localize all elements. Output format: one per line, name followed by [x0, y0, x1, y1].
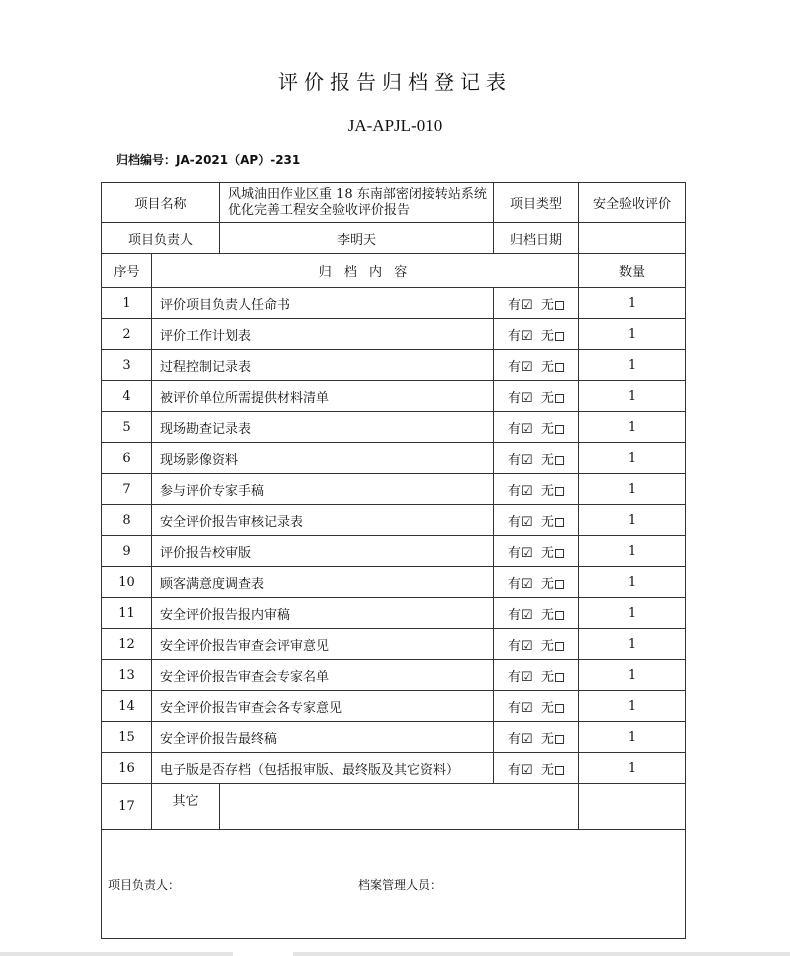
other-number: 17: [102, 784, 152, 830]
item-number: 5: [102, 412, 152, 443]
unchecked-box-icon: [555, 518, 564, 527]
checked-box-icon: ☑: [521, 359, 533, 375]
presence-cell: [494, 753, 579, 784]
archive-register-table: [101, 182, 686, 939]
item-content: 评价报告校审版: [152, 536, 494, 567]
item-number: 6: [102, 443, 152, 474]
item-content: 现场影像资料: [152, 443, 494, 474]
project-name-label: 项目名称: [102, 183, 220, 223]
yes-label: 有: [508, 297, 522, 313]
presence-cell: [494, 474, 579, 505]
checked-box-icon: ☑: [521, 390, 533, 406]
page-bottom-tab: [233, 952, 293, 956]
checked-box-icon: ☑: [521, 545, 533, 561]
table-row: [102, 319, 686, 350]
item-content: 顾客满意度调查表: [152, 567, 494, 598]
table-row: [102, 288, 686, 319]
item-quantity: 1: [579, 598, 686, 629]
unchecked-box-icon: [555, 363, 564, 372]
item-content: 参与评价专家手稿: [152, 474, 494, 505]
project-name-row: [102, 183, 686, 223]
unchecked-box-icon: [555, 704, 564, 713]
unchecked-box-icon: [555, 611, 564, 620]
checked-box-icon: ☑: [521, 762, 533, 778]
no-label: 无: [540, 452, 554, 468]
table-row: [102, 629, 686, 660]
table-row: [102, 381, 686, 412]
item-quantity: 1: [579, 412, 686, 443]
presence-cell: [494, 691, 579, 722]
checked-box-icon: ☑: [521, 607, 533, 623]
no-label: 无: [540, 607, 554, 623]
yes-label: 有: [508, 669, 522, 685]
item-number: 2: [102, 319, 152, 350]
item-quantity: 1: [579, 753, 686, 784]
item-number: 10: [102, 567, 152, 598]
presence-cell: [494, 350, 579, 381]
checked-box-icon: ☑: [521, 700, 533, 716]
item-quantity: 1: [579, 536, 686, 567]
item-content: 安全评价报告审查会各专家意见: [152, 691, 494, 722]
item-content: 现场勘查记录表: [152, 412, 494, 443]
checked-box-icon: ☑: [521, 483, 533, 499]
yes-label: 有: [508, 700, 522, 716]
yes-label: 有: [508, 545, 522, 561]
item-number: 8: [102, 505, 152, 536]
checked-box-icon: ☑: [521, 514, 533, 530]
other-content: [220, 784, 579, 830]
unchecked-box-icon: [555, 766, 564, 775]
item-quantity: 1: [579, 691, 686, 722]
checked-box-icon: ☑: [521, 669, 533, 685]
project-leader-label: 项目负责人: [102, 223, 220, 254]
page-bottom-bar: [0, 952, 790, 956]
item-quantity: 1: [579, 722, 686, 753]
item-content: 被评价单位所需提供材料清单: [152, 381, 494, 412]
table-row: [102, 505, 686, 536]
item-content: 安全评价报告审查会评审意见: [152, 629, 494, 660]
presence-cell: [494, 536, 579, 567]
item-content: 安全评价报告审核记录表: [152, 505, 494, 536]
yes-label: 有: [508, 452, 522, 468]
unchecked-box-icon: [555, 301, 564, 310]
presence-cell: [494, 629, 579, 660]
unchecked-box-icon: [555, 735, 564, 744]
signature-cell: [102, 830, 686, 939]
no-label: 无: [540, 638, 554, 654]
unchecked-box-icon: [555, 673, 564, 682]
item-quantity: 1: [579, 660, 686, 691]
item-quantity: 1: [579, 381, 686, 412]
presence-cell: [494, 381, 579, 412]
item-number: 14: [102, 691, 152, 722]
item-number: 1: [102, 288, 152, 319]
item-number: 13: [102, 660, 152, 691]
item-quantity: 1: [579, 567, 686, 598]
archive-date-label: 归档日期: [494, 223, 579, 254]
item-content: 评价工作计划表: [152, 319, 494, 350]
no-label: 无: [540, 731, 554, 747]
no-label: 无: [540, 669, 554, 685]
presence-cell: [494, 505, 579, 536]
yes-label: 有: [508, 483, 522, 499]
other-quantity: [579, 784, 686, 830]
other-row: [102, 784, 686, 830]
item-number: 11: [102, 598, 152, 629]
item-quantity: 1: [579, 350, 686, 381]
table-row: [102, 474, 686, 505]
table-row: [102, 722, 686, 753]
document-code: JA-APJL-010: [347, 116, 443, 135]
no-label: 无: [540, 545, 554, 561]
archivist-signature-label: 档案管理人员：: [358, 877, 443, 892]
presence-cell: [494, 443, 579, 474]
document-title: 评价报告归档登记表: [278, 70, 512, 94]
project-type-label: 项目类型: [494, 183, 579, 223]
archive-date-value: [579, 223, 686, 254]
item-content: 过程控制记录表: [152, 350, 494, 381]
presence-cell: [494, 319, 579, 350]
item-content: 电子版是否存档（包括报审版、最终版及其它资料）: [152, 753, 494, 784]
checked-box-icon: ☑: [521, 421, 533, 437]
no-label: 无: [540, 390, 554, 406]
item-number: 12: [102, 629, 152, 660]
item-content: 安全评价报告审查会专家名单: [152, 660, 494, 691]
checked-box-icon: ☑: [521, 328, 533, 344]
table-row: [102, 350, 686, 381]
seq-header: 序号: [102, 254, 152, 288]
project-leader-value: 李明天: [220, 223, 494, 254]
item-number: 4: [102, 381, 152, 412]
item-number: 15: [102, 722, 152, 753]
item-quantity: 1: [579, 288, 686, 319]
unchecked-box-icon: [555, 394, 564, 403]
no-label: 无: [540, 297, 554, 313]
item-quantity: 1: [579, 319, 686, 350]
presence-cell: [494, 567, 579, 598]
table-row: [102, 536, 686, 567]
item-number: 16: [102, 753, 152, 784]
yes-label: 有: [508, 731, 522, 747]
unchecked-box-icon: [555, 580, 564, 589]
table-row: [102, 660, 686, 691]
yes-label: 有: [508, 514, 522, 530]
yes-label: 有: [508, 421, 522, 437]
table-row: [102, 691, 686, 722]
yes-label: 有: [508, 607, 522, 623]
leader-signature-label: 项目负责人：: [108, 877, 181, 892]
yes-label: 有: [508, 638, 522, 654]
no-label: 无: [540, 483, 554, 499]
table-row: [102, 598, 686, 629]
signature-row: [102, 830, 686, 939]
checked-box-icon: ☑: [521, 452, 533, 468]
item-number: 3: [102, 350, 152, 381]
archive-number: 归档编号：JA-2021（AP）-231: [116, 153, 301, 167]
content-header: 归 档 内 容: [152, 254, 579, 288]
checked-box-icon: ☑: [521, 638, 533, 654]
unchecked-box-icon: [555, 642, 564, 651]
table-row: [102, 443, 686, 474]
item-quantity: 1: [579, 505, 686, 536]
column-header-row: [102, 254, 686, 288]
yes-label: 有: [508, 328, 522, 344]
item-content: 评价项目负责人任命书: [152, 288, 494, 319]
item-quantity: 1: [579, 474, 686, 505]
item-content: 安全评价报告最终稿: [152, 722, 494, 753]
yes-label: 有: [508, 576, 522, 592]
unchecked-box-icon: [555, 332, 564, 341]
no-label: 无: [540, 700, 554, 716]
item-content: 安全评价报告报内审稿: [152, 598, 494, 629]
no-label: 无: [540, 576, 554, 592]
no-label: 无: [540, 762, 554, 778]
project-leader-row: [102, 223, 686, 254]
presence-cell: [494, 412, 579, 443]
checked-box-icon: ☑: [521, 731, 533, 747]
presence-cell: [494, 722, 579, 753]
no-label: 无: [540, 359, 554, 375]
table-row: [102, 567, 686, 598]
presence-cell: [494, 288, 579, 319]
checked-box-icon: ☑: [521, 576, 533, 592]
project-name-value: 风城油田作业区重 18 东南部密闭接转站系统优化完善工程安全验收评价报告: [220, 183, 494, 223]
qty-header: 数量: [579, 254, 686, 288]
item-quantity: 1: [579, 629, 686, 660]
presence-cell: [494, 660, 579, 691]
no-label: 无: [540, 514, 554, 530]
table-row: [102, 412, 686, 443]
item-quantity: 1: [579, 443, 686, 474]
item-number: 7: [102, 474, 152, 505]
presence-cell: [494, 598, 579, 629]
no-label: 无: [540, 328, 554, 344]
checked-box-icon: ☑: [521, 297, 533, 313]
unchecked-box-icon: [555, 456, 564, 465]
no-label: 无: [540, 421, 554, 437]
item-number: 9: [102, 536, 152, 567]
yes-label: 有: [508, 762, 522, 778]
unchecked-box-icon: [555, 487, 564, 496]
unchecked-box-icon: [555, 425, 564, 434]
yes-label: 有: [508, 359, 522, 375]
project-type-value: 安全验收评价: [579, 183, 686, 223]
table-row: [102, 753, 686, 784]
yes-label: 有: [508, 390, 522, 406]
other-label: 其它: [152, 784, 220, 830]
unchecked-box-icon: [555, 549, 564, 558]
